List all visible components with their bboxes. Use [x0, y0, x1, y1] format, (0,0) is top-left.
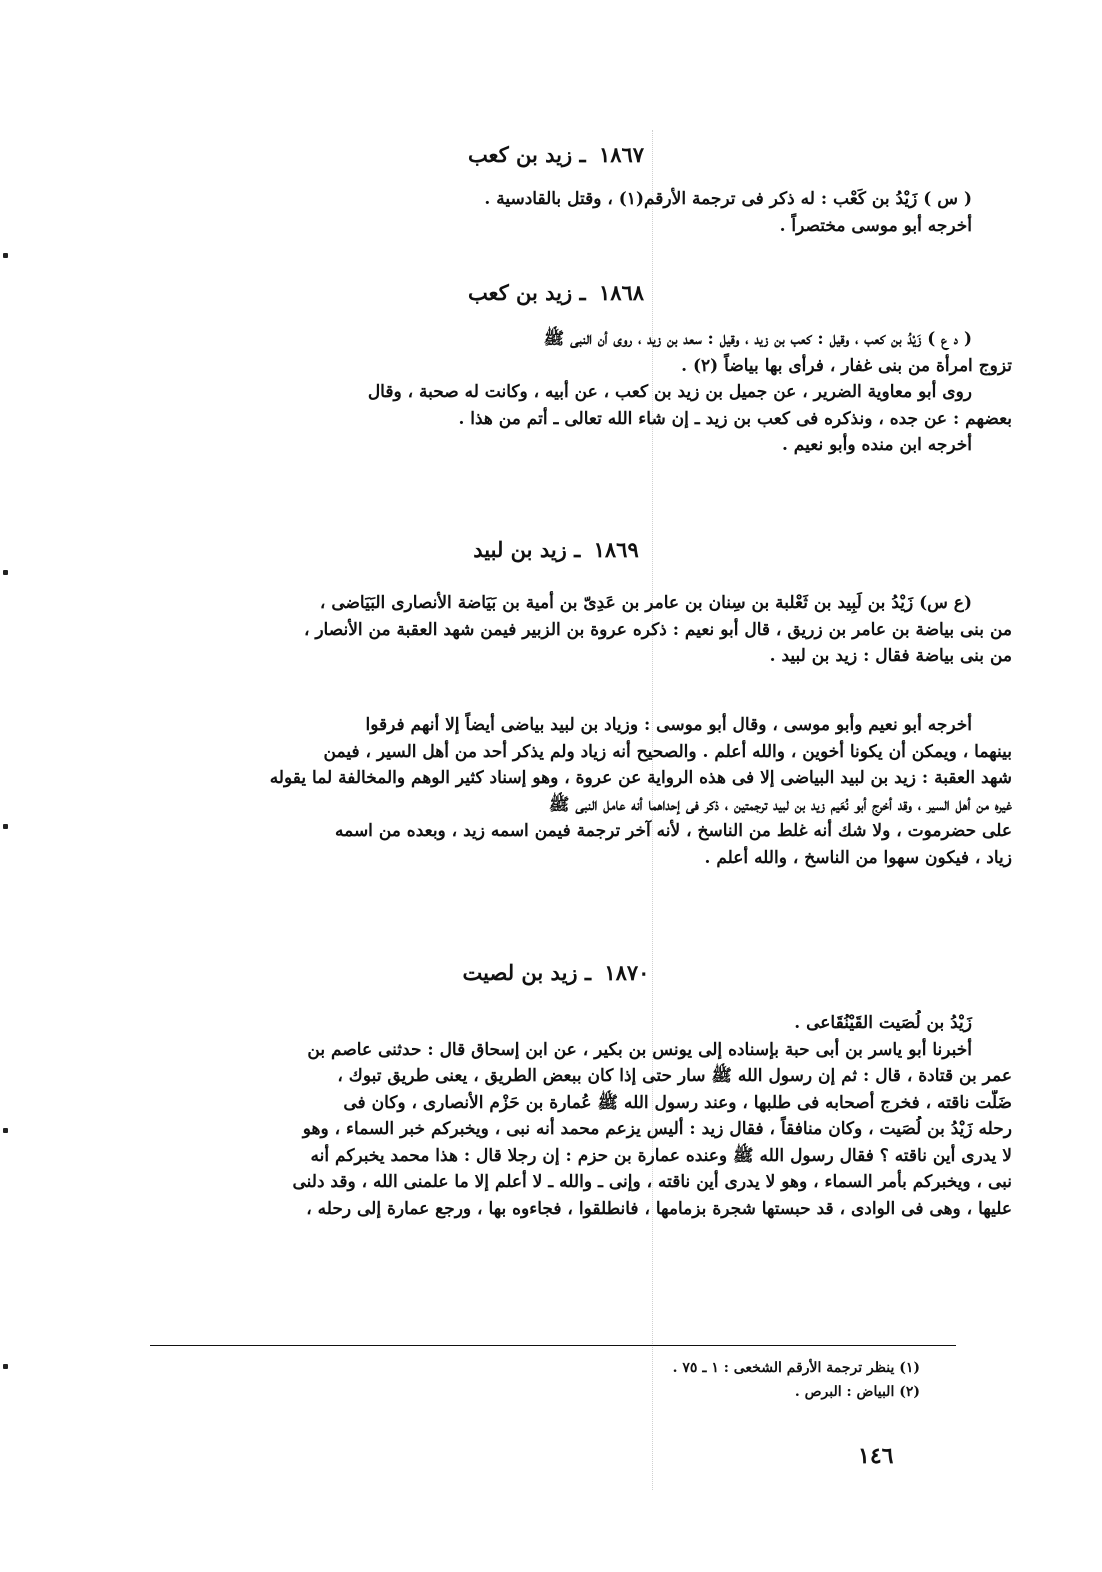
- entry-number: ١٨٦٩: [593, 537, 639, 562]
- footnote: (١) ينظر ترجمة الأرقم الشخعى : ١ ـ ٧٥ .: [672, 1360, 920, 1376]
- entry-body: [100, 590, 1012, 670]
- text-line: تزوج امرأة من بنى غفار ، فرأى بها بياضاً (٢) .: [681, 355, 1012, 376]
- text-line: أخرجه ابن منده وأبو نعيم .: [781, 435, 972, 455]
- text-line: لا يدرى أين ناقته ؟ فقال رسول الله ﷺ وعنده عمارة بن حزم : إن رجلا قال : هذا محمد يخبركم أنه: [310, 1145, 1012, 1166]
- entry-body: [100, 1010, 1012, 1222]
- footnote: (٢) البياض : البرص .: [794, 1384, 920, 1400]
- text-line: زياد ، فيكون سهوا من الناسخ ، والله أعلم .: [704, 847, 1012, 868]
- text-line: ضَلَّت ناقته ، فخرج أصحابه فى طلبها ، وعند رسول الله ﷺ عُمارة بن حَزْم الأنصارى ، وكان فى: [343, 1092, 1012, 1113]
- entry-number: ١٨٦٧: [598, 142, 645, 167]
- text-line: رحله زَيْدُ بن لُصَيت ، وكان منافقاً ، فقال زيد : أليس يزعم محمد أنه نبى ، ويخبركم خبر السماء ، وهو: [302, 1119, 1012, 1139]
- text-line: عمر بن قتادة ، قال : ثم إن رسول الله ﷺ سار حتى إذا كان ببعض الطريق ، يعنى طريق تبوك ،: [337, 1066, 1012, 1086]
- footnotes: [150, 1356, 920, 1404]
- entry-body: [100, 326, 1012, 459]
- entry-title: زيد بن لبيد: [473, 537, 567, 562]
- text-line: عليها ، وهى فى الوادى ، قد حبستها شجرة بزمامها ، فانطلقوا ، فجاءوه بها ، ورجع عمارة إلى رحله ،: [306, 1198, 1012, 1219]
- text-line: (ع س) زَيْدُ بن لَبِيد بن ثَعْلبة بن سِنان بن عامر بن عَدِىّ بن أمية بن بَيَاضة الأنصارى البَيَاضى ،: [319, 593, 972, 613]
- entry-body: [100, 712, 1012, 871]
- text-line: بعضهم : عن جده ، ونذكره فى كعب بن زيد ـ إن شاء الله تعالى ـ أتم من هذا .: [458, 408, 1012, 429]
- text-line: غيره من أهل السير ، وقد أخرج أبو نُعَيم زيد بن لبيد ترجمتين ، ذكر فى إحداهما أنه عامل النبى ﷺ: [548, 794, 1012, 815]
- text-line: شهد العقبة : زيد بن لبيد البياضى إلا فى هذه الرواية عن عروة ، وهو إسناد كثير الوهم والمخالفة لما يقوله: [269, 768, 1012, 788]
- scan-mark: [3, 570, 8, 575]
- entry-heading: ١٨٦٧ ـ زيد بن كعب: [467, 142, 645, 167]
- scan-mark: [3, 1128, 8, 1133]
- scan-mark: [3, 1364, 8, 1369]
- text-line: روى أبو معاوية الضرير ، عن جميل بن زيد بن كعب ، عن أبيه ، وكانت له صحبة ، وقال: [367, 382, 972, 402]
- scan-mark: [3, 824, 8, 829]
- text-line: أخرجه أبو موسى مختصراً .: [779, 215, 972, 236]
- text-line: زَيْدُ بن لُصَيت القَيْنُقَاعى .: [794, 1013, 972, 1033]
- entry-title: زيد بن كعب: [467, 280, 573, 305]
- entry-title: زيد بن كعب: [467, 142, 573, 167]
- text-line: ( د ع ) زَيْدُ بن كعب ، وقيل : كعب بن زيد ، وقيل : سعد بن زيد ، روى أن النبى ﷺ: [543, 329, 972, 349]
- page-number: ١٤٦: [858, 1443, 894, 1469]
- footnote-divider: [150, 1345, 956, 1346]
- entry-number: ١٨٧٠: [604, 960, 650, 985]
- entry-body: [100, 186, 1012, 239]
- text-line: من بنى بياضة بن عامر بن زريق ، قال أبو نعيم : ذكره عروة بن الزبير فيمن شهد العقبة من الأنصار ،: [303, 619, 1012, 640]
- text-line: من بنى بياضة فقال : زيد بن لبيد .: [769, 646, 1012, 666]
- entry-heading: ١٨٧٠ ـ زيد بن لصيت: [462, 960, 650, 985]
- text-line: أخرجه أبو نعيم وأبو موسى ، وقال أبو موسى : وزياد بن لبيد بياضى أيضاً إلا أنهم فرقوا: [365, 715, 972, 735]
- entry-number: ١٨٦٨: [598, 280, 645, 305]
- scan-mark: [3, 253, 8, 258]
- text-line: على حضرموت ، ولا شك أنه غلط من الناسخ ، لأنه آخر ترجمة فيمن اسمه زيد ، وبعده من اسمه: [335, 821, 1012, 841]
- text-line: أخبرنا أبو ياسر بن أبى حبة بإسناده إلى يونس بن بكير ، عن ابن إسحاق قال : حدثنى عاصم بن: [307, 1039, 972, 1060]
- entry-title: زيد بن لصيت: [462, 960, 578, 985]
- entry-heading: ١٨٦٩ ـ زيد بن لبيد: [473, 537, 639, 562]
- text-line: ( س ) زَيْدُ بن كَعْب : له ذكر فى ترجمة الأرقم(١) ، وقتل بالقادسية .: [484, 189, 972, 209]
- text-line: بينهما ، ويمكن أن يكونا أخوين ، والله أعلم . والصحيح أنه زياد ولم يذكر أحد من أهل السير ، فيمن: [323, 741, 1012, 762]
- text-line: نبى ، ويخبركم بأمر السماء ، وهو لا يدرى أين ناقته ، وإنى ـ والله ـ لا أعلم إلا ما علمنى الله ، وقد دلنى: [292, 1172, 1012, 1192]
- entry-heading: ١٨٦٨ ـ زيد بن كعب: [467, 280, 645, 305]
